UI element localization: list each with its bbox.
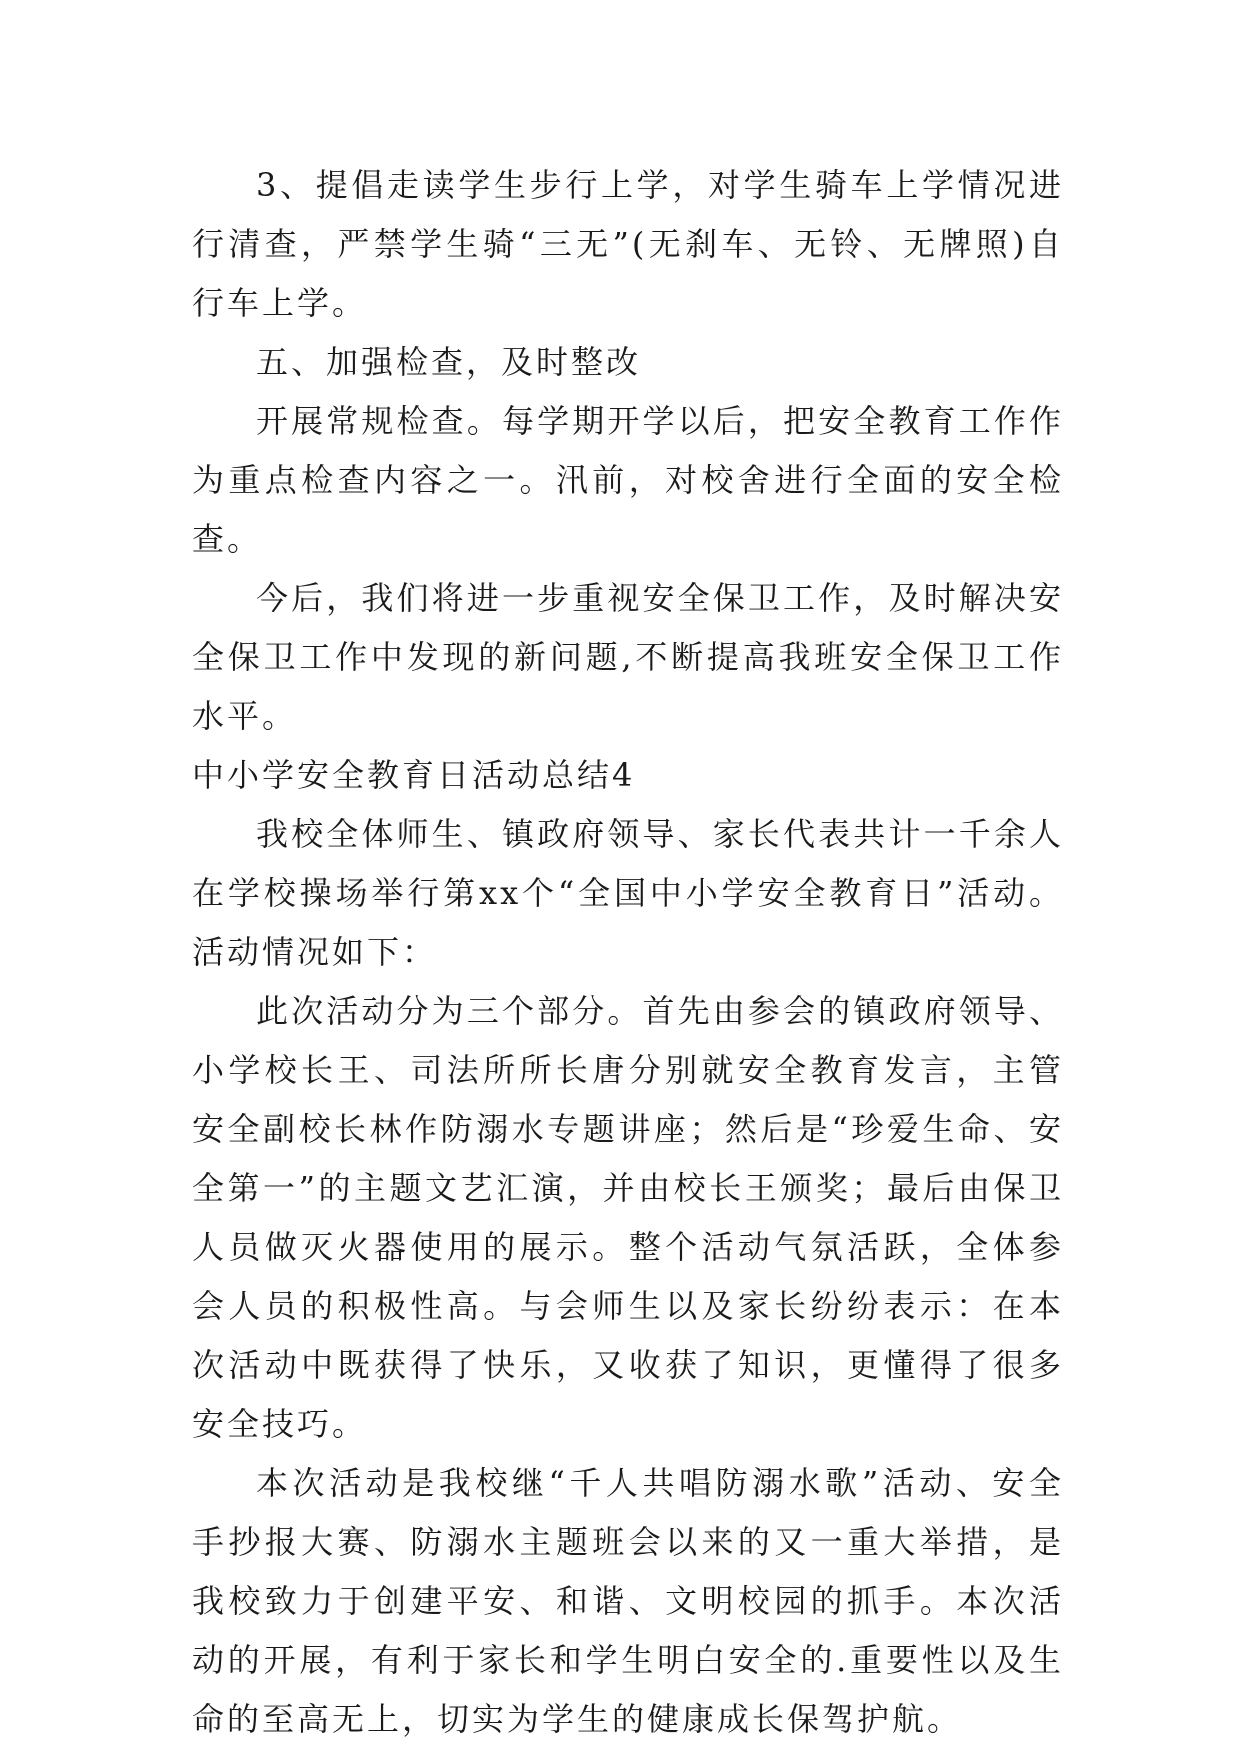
- paragraph-commute-rules: 3、提倡走读学生步行上学，对学生骑车上学情况进行清查，严禁学生骑“三无”(无刹车、无铃、无牌照)自行车上学。: [192, 166, 1064, 322]
- paragraph-future-work: 今后，我们将进一步重视安全保卫工作，及时解决安全保卫工作中发现的新问题,不断提高我班安全保卫工作水平。: [192, 579, 1064, 735]
- document-body: [192, 156, 1064, 1749]
- section-heading-inspection: 五、加强检查，及时整改: [256, 343, 642, 381]
- paragraph-routine-inspection: 开展常规检查。每学期开学以后，把安全教育工作作为重点检查内容之一。汛前，对校舍进行全面的安全检查。: [192, 402, 1064, 558]
- paragraph-event-intro: 我校全体师生、镇政府领导、家长代表共计一千余人在学校操场举行第xx个“全国中小学安全教育日”活动。活动情况如下：: [192, 815, 1064, 971]
- paragraph-event-details: 此次活动分为三个部分。首先由参会的镇政府领导、小学校长王、司法所所长唐分别就安全教育发言，主管安全副校长林作防溺水专题讲座；然后是“珍爱生命、安全第一”的主题文艺汇演，并由校长王颁奖；最后由保卫人员做灭火器使用的展示。整个活动气氛活跃，全体参会人员的积极性高。与会师生以及家长纷纷表示：在本次活动中既获得了快乐，又收获了知识，更懂得了很多安全技巧。: [192, 992, 1064, 1443]
- paragraph-event-significance: 本次活动是我校继“千人共唱防溺水歌”活动、安全手抄报大赛、防溺水主题班会以来的又一重大举措，是我校致力于创建平安、和谐、文明校园的抓手。本次活动的开展，有利于家长和学生明白安全的.重要性以及生命的至高无上，切实为学生的健康成长保驾护航。: [192, 1464, 1064, 1738]
- summary-title: 中小学安全教育日活动总结4: [192, 756, 636, 794]
